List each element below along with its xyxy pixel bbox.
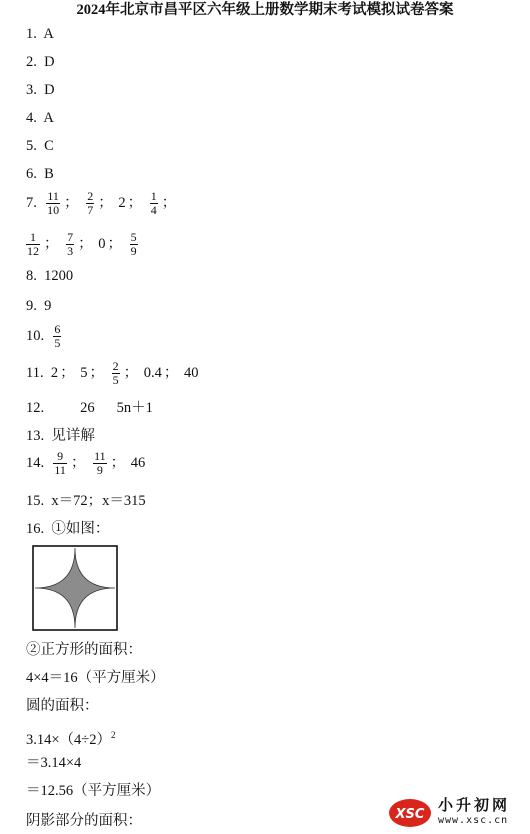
watermark-url: www.xsc.cn xyxy=(438,815,509,826)
solution-line-3: 圆的面积： xyxy=(26,698,99,714)
fraction: $\frac{1}{4}$ xyxy=(150,189,157,217)
fraction: $\frac{11}{10}$ xyxy=(47,189,60,217)
answer-7-row2: $\frac{1}{12}$ ； $\frac{7}{3}$ ； 0 ； $\frac{5}{9}$ xyxy=(27,230,137,258)
solution-line-7: 阴影部分的面积： xyxy=(26,813,142,829)
answer-10: 10. $\frac{6}{5}$ xyxy=(26,322,61,350)
xsc-logo-icon xyxy=(387,796,433,830)
fraction: $\frac{2}{5}$ xyxy=(112,359,119,387)
watermark xyxy=(383,794,530,834)
fraction: $\frac{11}{9}$ xyxy=(94,449,106,477)
solution-line-4: $3.14\times(4\div 2)^2$ xyxy=(26,730,116,748)
answer-16: 16. ①如图： xyxy=(26,521,110,537)
fraction: $\frac{7}{3}$ xyxy=(67,230,74,258)
square-quarter-circle-figure xyxy=(32,545,118,631)
answer-1: 1. A xyxy=(26,26,54,42)
solution-line-6: ＝12.56（平方厘米） xyxy=(26,783,161,799)
fraction: $\frac{1}{12}$ xyxy=(27,230,39,258)
answer-4: 4. A xyxy=(26,110,54,126)
fraction: $\frac{9}{11}$ xyxy=(54,449,66,477)
answer-14: 14. $\frac{9}{11}$ ； $\frac{11}{9}$ ； 46 xyxy=(26,449,146,477)
answer-11: 11. 2 ； 5 ； $\frac{2}{5}$ ； 0.4 ； 40 xyxy=(26,359,199,387)
answer-12: 12. 26 5n＋1 xyxy=(26,400,153,416)
answer-8: 8. 1200 xyxy=(26,268,74,284)
solution-line-2: 4×4＝16（平方厘米） xyxy=(26,670,165,686)
watermark-text: 小升初网 xyxy=(438,796,511,814)
answer-13: 13. 见详解 xyxy=(26,428,95,444)
answer-5: 5. C xyxy=(26,138,54,154)
answer-7-row1: 7. $\frac{11}{10}$ ； $\frac{2}{7}$ ； 2 ； $\frac{1}{4}$ ； xyxy=(26,189,177,217)
fraction: $\frac{5}{9}$ xyxy=(130,230,137,258)
answer-3: 3. D xyxy=(26,82,55,98)
page-title: 2024年北京市昌平区六年级上册数学期末考试模拟试卷答案 xyxy=(76,2,454,18)
svg-text:XSC: XSC xyxy=(395,807,425,822)
solution-line-5: ＝3.14×4 xyxy=(26,755,82,771)
fraction: $\frac{6}{5}$ xyxy=(54,322,61,350)
answer-9: 9. 9 xyxy=(26,298,52,314)
fraction: $\frac{2}{7}$ xyxy=(87,189,94,217)
answer-6: 6. B xyxy=(26,166,54,182)
answer-15: 15. x＝72；x＝315 xyxy=(26,493,146,509)
solution-line-1: ②正方形的面积： xyxy=(26,642,142,658)
answer-2: 2. D xyxy=(26,54,55,70)
